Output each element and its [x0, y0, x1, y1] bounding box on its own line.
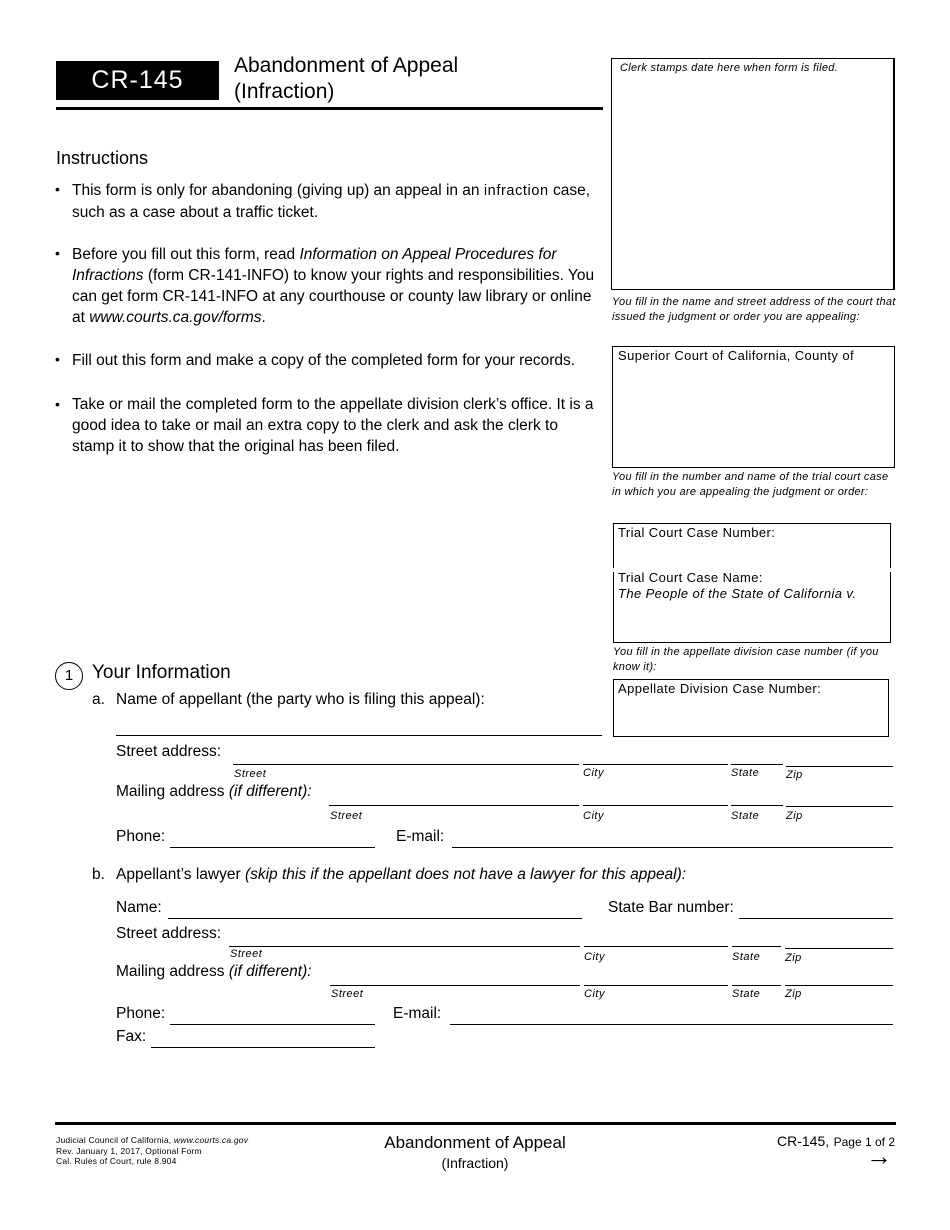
lawyer-phone-label: Phone: — [116, 1005, 166, 1022]
state-line — [731, 764, 783, 765]
zip-line — [786, 766, 893, 767]
trial-case-hint: You fill in the number and name of the trial court case in which you are appealing the judgment or order: — [612, 471, 889, 498]
appellant-name-line — [116, 735, 602, 736]
email-label: E-mail: — [396, 828, 445, 845]
instruction-bullet-3: Fill out this form and make a copy of the completed form for your records. — [72, 352, 576, 369]
lawyer-mailing-city-input[interactable] — [586, 966, 726, 984]
zip-sublabel: Zip — [786, 769, 803, 781]
lawyer-fax-line — [151, 1047, 375, 1048]
zip-input[interactable] — [788, 747, 891, 765]
footer-form-number: CR-145, — [777, 1133, 830, 1149]
street-sublabel: Street — [230, 948, 263, 960]
lawyer-phone-input[interactable] — [172, 1005, 372, 1023]
next-page-arrow-icon[interactable]: → — [866, 1141, 892, 1171]
lawyer-label: Appellant’s lawyer (skip this if the appellant does not have a lawyer for this appeal): — [116, 866, 687, 883]
lawyer-street-line — [229, 946, 580, 947]
footer-title: Abandonment of Appeal (Infraction) — [384, 1133, 566, 1171]
lawyer-mailing-street-line — [330, 985, 580, 986]
bullet-dot: • — [55, 351, 60, 367]
page-number: Page 1 of 2 — [833, 1135, 895, 1149]
lawyer-name-input[interactable] — [170, 899, 578, 917]
lawyer-name-label: Name: — [116, 899, 162, 916]
city-input[interactable] — [585, 745, 725, 763]
city-line — [583, 764, 728, 765]
mailing-address-label: Mailing address (if different): — [116, 783, 312, 800]
lawyer-street-input[interactable] — [231, 927, 576, 945]
state-sublabel: State — [732, 951, 761, 963]
court-label: Superior Court of California, County of — [618, 348, 854, 363]
trial-case-box[interactable] — [613, 523, 891, 643]
state-bar-label: State Bar number: — [608, 899, 734, 916]
mailing-city-input[interactable] — [585, 786, 725, 804]
header-rule — [56, 107, 603, 110]
instructions-heading: Instructions — [56, 148, 149, 168]
street-input[interactable] — [235, 745, 575, 763]
lawyer-email-label: E-mail: — [393, 1005, 442, 1022]
state-sublabel: State — [731, 767, 760, 779]
court-name-input[interactable] — [618, 369, 888, 461]
lawyer-street-label: Street address: — [116, 925, 222, 942]
instruction-bullet-2: Before you fill out this form, read Information on Appeal Procedures for Infractions (form CR-141-INFO) to know your rights and responsibilities. You can get form CR-141-INFO at any courthouse or county law library or online at www.courts.ca.gov/forms. — [72, 246, 595, 326]
phone-label: Phone: — [116, 828, 166, 845]
form-number: CR-145 — [91, 66, 184, 94]
lawyer-mailing-street-input[interactable] — [332, 966, 576, 984]
section-title: Your Information — [92, 662, 231, 683]
trial-case-name-value: The People of the State of California v. — [618, 586, 857, 601]
trial-case-number-input[interactable] — [618, 544, 884, 562]
street-line — [233, 764, 579, 765]
email-line — [452, 847, 893, 848]
instruction-bullet-4: Take or mail the completed form to the appellate division clerk’s office. It is a good idea to take or mail an extra copy to the clerk and ask the clerk to stamp it to show that the original has been filed. — [72, 396, 594, 455]
mailing-city-line — [583, 805, 728, 806]
lawyer-email-line — [450, 1024, 893, 1025]
instruction-bullet-1: This form is only for abandoning (giving up) an appeal in an infraction case, such as a case about a traffic ticket. — [72, 182, 591, 221]
bullet-dot: • — [55, 181, 60, 197]
mailing-street-line — [329, 805, 579, 806]
appellate-case-box[interactable] — [613, 679, 889, 737]
lawyer-zip-input[interactable] — [787, 929, 891, 947]
phone-input[interactable] — [172, 828, 372, 846]
court-box[interactable] — [612, 346, 895, 468]
mailing-zip-input[interactable] — [788, 787, 891, 805]
zip-sublabel: Zip — [785, 952, 802, 964]
appellate-hint: You fill in the appellate division case number (if you know it): — [613, 646, 879, 673]
appellate-case-label: Appellate Division Case Number: — [618, 681, 822, 696]
state-sublabel: State — [731, 810, 760, 822]
city-sublabel: City — [584, 988, 605, 1000]
section-number-circle: 1 — [55, 662, 83, 690]
phone-line — [170, 847, 375, 848]
lawyer-mailing-zip-line — [785, 985, 893, 986]
street-sublabel: Street — [234, 768, 267, 780]
lawyer-mailing-label: Mailing address (if different): — [116, 963, 312, 980]
infraction-term: infraction — [483, 183, 549, 199]
court-hint: You fill in the name and street address of the court that issued the judgment or order you are appealing: — [612, 296, 896, 323]
forms-link[interactable]: www.courts.ca.gov/forms — [89, 309, 262, 326]
lawyer-city-input[interactable] — [586, 927, 726, 945]
appellate-case-input[interactable] — [618, 704, 880, 722]
footer-left: Judicial Council of California, www.courts.ca.gov Rev. January 1, 2017, Optional Form Cal. Rules of Court, rule 8.904 — [56, 1135, 249, 1166]
lawyer-mailing-zip-input[interactable] — [787, 966, 891, 984]
city-sublabel: City — [583, 810, 604, 822]
city-sublabel: City — [584, 951, 605, 963]
state-bar-line — [739, 918, 893, 919]
item-b-letter: b. — [92, 866, 105, 883]
lawyer-phone-line — [170, 1024, 375, 1025]
street-address-label: Street address: — [116, 743, 222, 760]
trial-case-number-label: Trial Court Case Number: — [618, 525, 776, 540]
appellant-name-label: Name of appellant (the party who is filing this appeal): — [116, 691, 485, 708]
lawyer-state-input[interactable] — [734, 927, 779, 945]
lawyer-email-input[interactable] — [452, 1005, 890, 1023]
state-sublabel: State — [732, 988, 761, 1000]
appellant-name-input[interactable] — [118, 716, 598, 734]
zip-sublabel: Zip — [786, 810, 803, 822]
mailing-state-input[interactable] — [733, 786, 781, 804]
mailing-zip-line — [786, 806, 893, 807]
lawyer-city-line — [584, 946, 728, 947]
footer-rule — [55, 1122, 896, 1125]
zip-sublabel: Zip — [785, 988, 802, 1000]
street-sublabel: Street — [330, 810, 363, 822]
state-bar-input[interactable] — [741, 899, 891, 917]
bullet-dot: • — [55, 396, 60, 412]
lawyer-mailing-state-line — [732, 985, 781, 986]
courts-link[interactable]: www.courts.ca.gov — [173, 1135, 249, 1145]
item-a-letter: a. — [92, 691, 105, 708]
street-sublabel: Street — [331, 988, 364, 1000]
trial-case-name-input[interactable] — [618, 608, 884, 626]
lawyer-state-line — [732, 946, 781, 947]
trial-case-name-label: Trial Court Case Name: — [618, 570, 763, 585]
mailing-state-line — [731, 805, 783, 806]
state-input[interactable] — [733, 745, 781, 763]
lawyer-name-line — [168, 918, 582, 919]
email-input[interactable] — [454, 828, 890, 846]
lawyer-mailing-city-line — [584, 985, 728, 986]
lawyer-fax-input[interactable] — [153, 1028, 372, 1046]
mailing-street-input[interactable] — [331, 786, 575, 804]
form-title: Abandonment of Appeal (Infraction) — [234, 54, 459, 103]
lawyer-fax-label: Fax: — [116, 1028, 147, 1045]
lawyer-zip-line — [785, 948, 893, 949]
bullet-dot: • — [55, 245, 60, 261]
city-sublabel: City — [583, 767, 604, 779]
info-form-title: Information on Appeal Procedures for Infractions — [72, 246, 557, 284]
clerk-stamp-box[interactable] — [611, 58, 895, 290]
clerk-stamp-label: Clerk stamps date here when form is filed. — [620, 62, 839, 74]
lawyer-mailing-state-input[interactable] — [734, 966, 779, 984]
form-number-badge — [56, 61, 219, 100]
